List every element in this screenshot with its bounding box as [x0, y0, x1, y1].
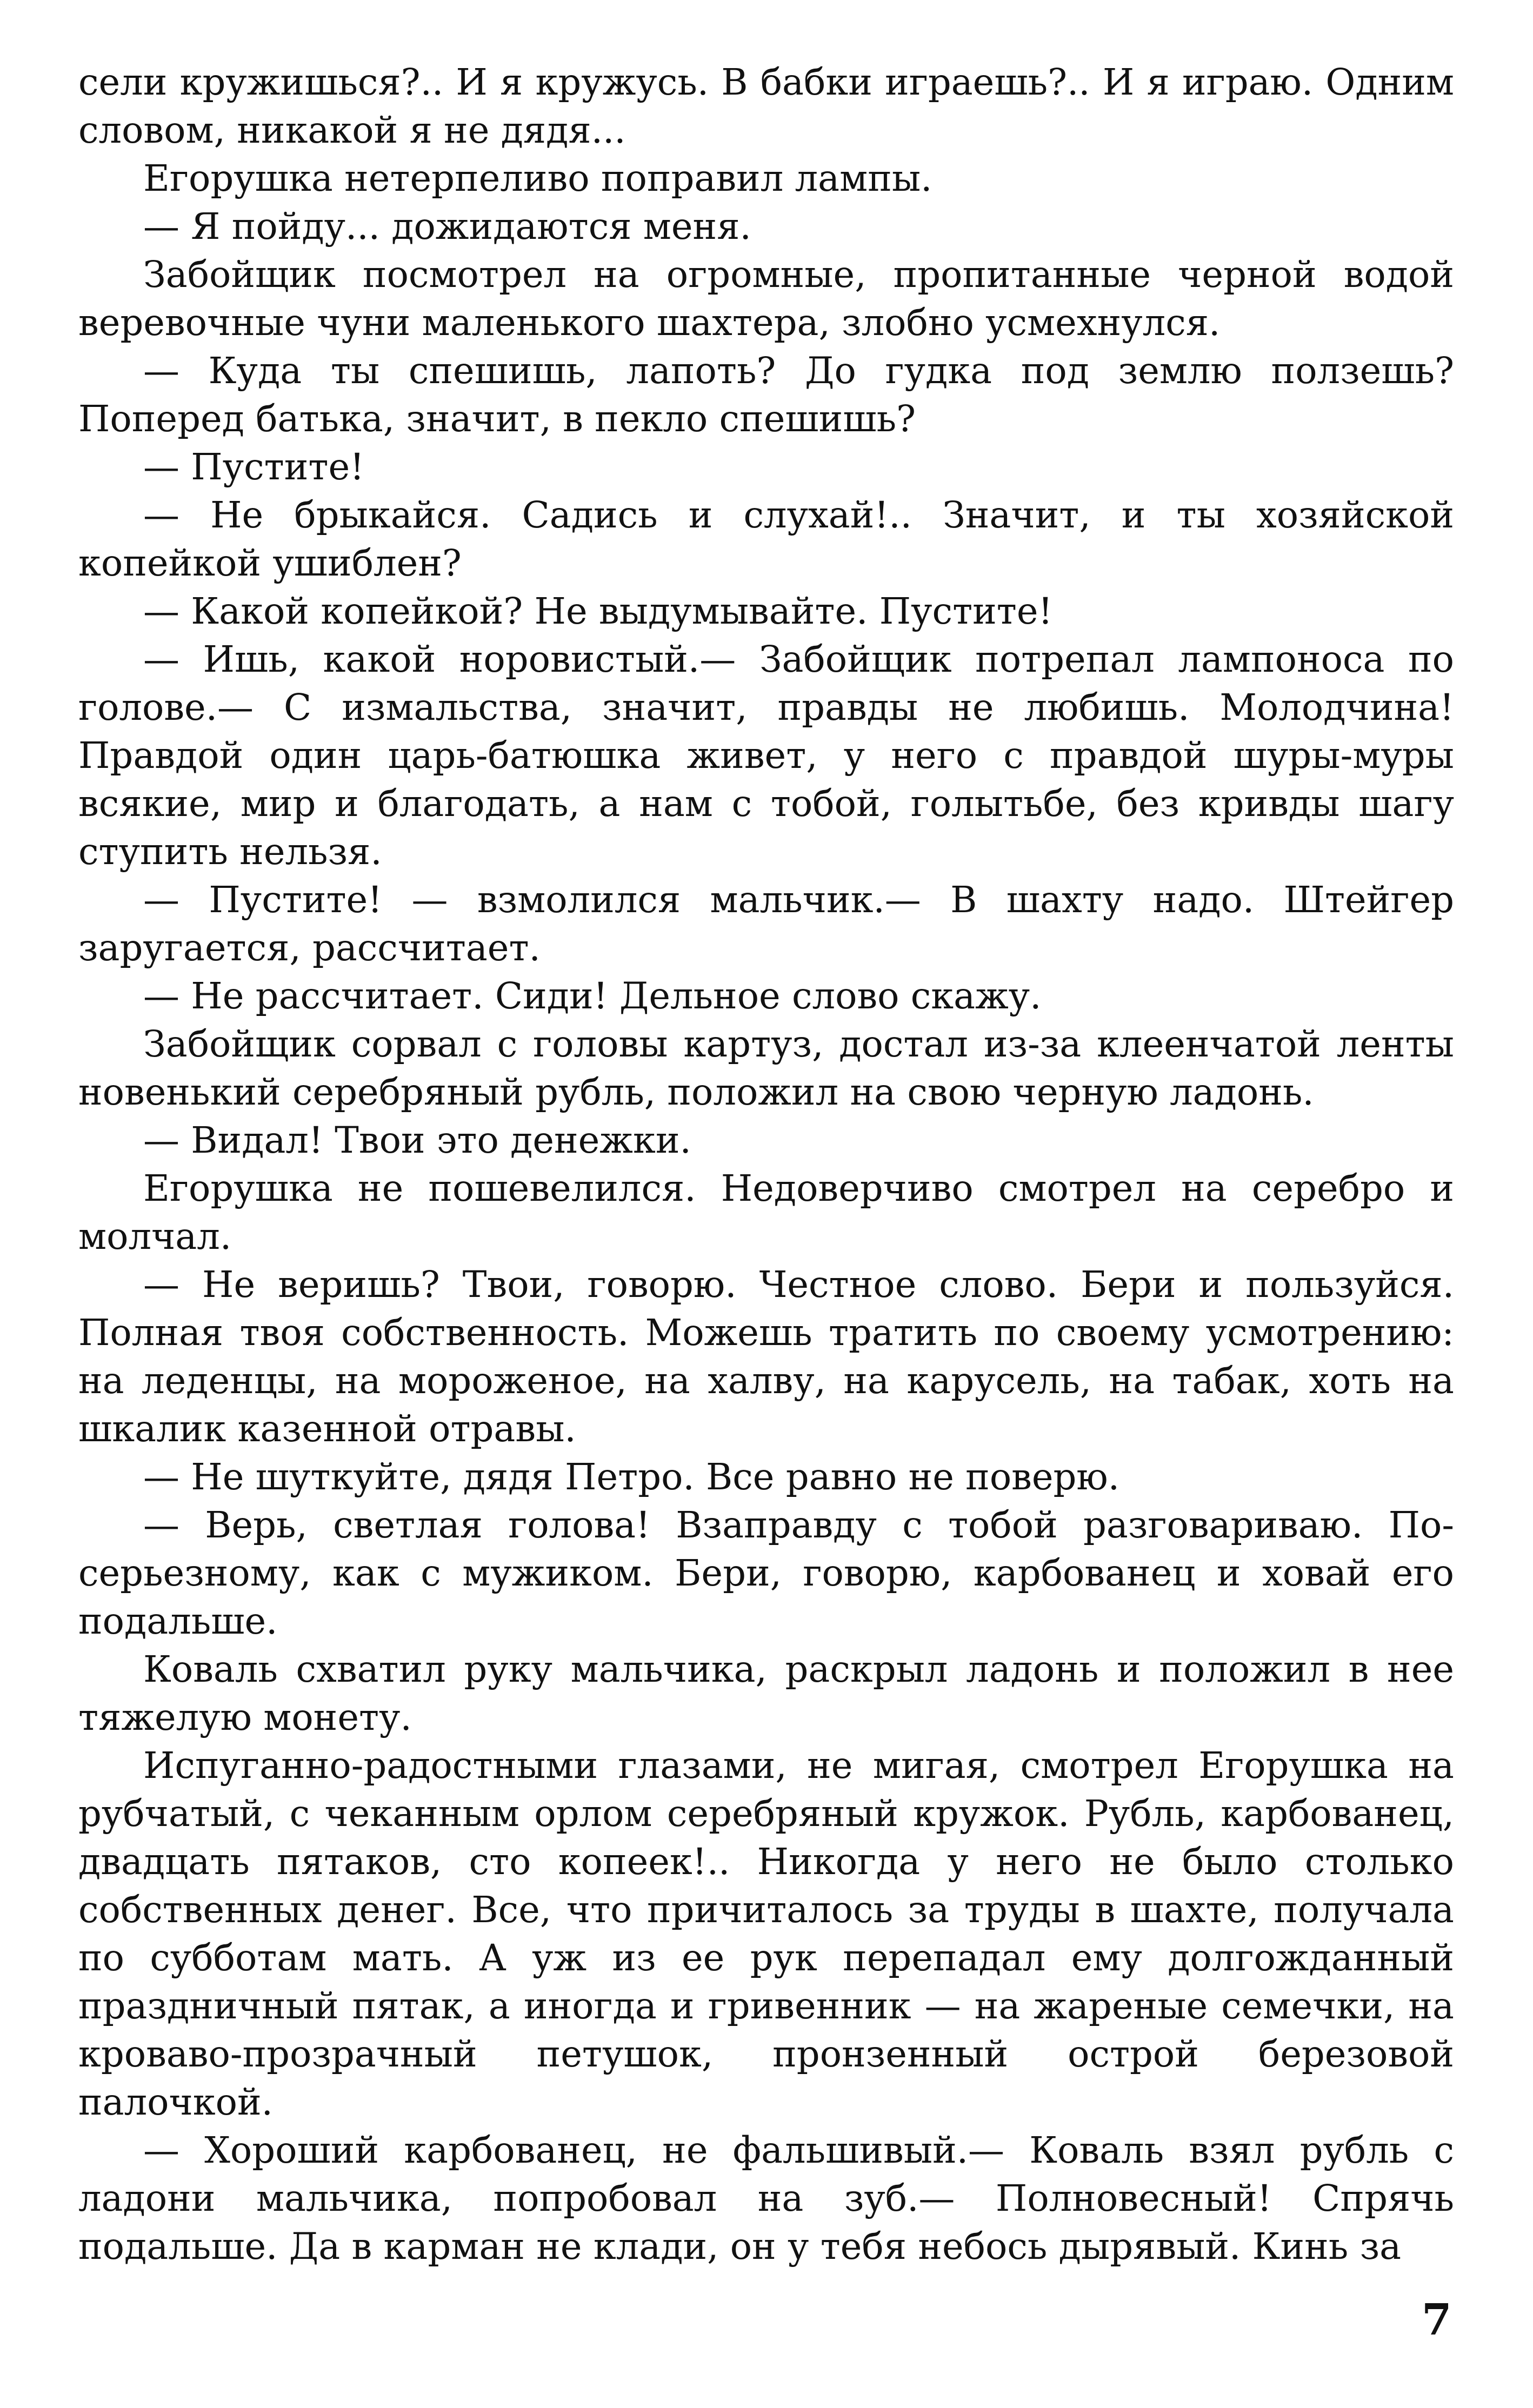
- page-number: 7: [1422, 2294, 1452, 2345]
- paragraph: — Ишь, какой норовистый.— Забойщик потрепал лампоноса по голове.— С измальства, значит, правды не любишь. Молодчина! Правдой один царь-батюшка живет, у него с правдой шуры-муры всякие, мир и благодать, а нам с тобой, голытьбе, без кривды шагу ступить нельзя.: [78, 638, 1454, 873]
- paragraph: Коваль схватил руку мальчика, раскрыл ладонь и положил в нее тяжелую монету.: [78, 1648, 1454, 1738]
- paragraph: — Верь, светлая голова! Взаправду с тобой разговариваю. По-серьезному, как с мужиком. Бери, говорю, карбованец и ховай его подальше.: [78, 1504, 1454, 1642]
- paragraph: — Не брыкайся. Садись и слухай!.. Значит, и ты хозяйской копейкой ушиблен?: [78, 494, 1454, 584]
- book-page-text: [78, 58, 1454, 2271]
- paragraph: — Видал! Твои это денежки.: [143, 1119, 691, 1161]
- paragraph: Испуганно-радостными глазами, не мигая, смотрел Егорушка на рубчатый, с чеканным орлом серебряный кружок. Рубль, карбованец, двадцать пятаков, сто копеек!.. Никогда у него не было столько собственных денег. Все, что причиталось за труды в шахте, получала по субботам мать. А уж из ее рук перепадал ему долгожданный праздничный пятак, а иногда и гривенник — на жареные семечки, на кроваво-прозрачный петушок, пронзенный острой березовой палочкой.: [78, 1744, 1454, 2123]
- paragraph: Егорушка не пошевелился. Недоверчиво смотрел на серебро и молчал.: [78, 1167, 1454, 1257]
- paragraph: — Не шуткуйте, дядя Петро. Все равно не поверю.: [143, 1456, 1120, 1498]
- paragraph: — Не веришь? Твои, говорю. Честное слово. Бери и пользуйся. Полная твоя собственность. Можешь тратить по своему усмотрению: на леденцы, на мороженое, на халву, на карусель, на табак, хоть на шкалик казенной отравы.: [78, 1263, 1454, 1450]
- paragraph: — Хороший карбованец, не фальшивый.— Коваль взял рубль с ладони мальчика, попробовал на зуб.— Полновесный! Спрячь подальше. Да в карман не клади, он у тебя небось дырявый. Кинь за: [78, 2129, 1454, 2267]
- paragraph: — Не рассчитает. Сиди! Дельное слово скажу.: [143, 975, 1042, 1017]
- paragraph: — Пустите! — взмолился мальчик.— В шахту надо. Штейгер заругается, рассчитает.: [78, 879, 1454, 969]
- paragraph: — Я пойду... дожидаются меня.: [143, 205, 751, 248]
- paragraph: — Куда ты спешишь, лапоть? До гудка под землю ползешь? Поперед батька, значит, в пекло спешишь?: [78, 350, 1454, 440]
- paragraph: Забойщик посмотрел на огромные, пропитанные черной водой веревочные чуни маленького шахтера, злобно усмехнулся.: [78, 253, 1454, 344]
- paragraph: сели кружишься?.. И я кружусь. В бабки играешь?.. И я играю. Одним словом, никакой я не дядя...: [78, 61, 1454, 151]
- paragraph: Забойщик сорвал с головы картуз, достал из-за клеенчатой ленты новенький серебряный рубль, положил на свою черную ладонь.: [78, 1023, 1454, 1113]
- paragraph: — Пустите!: [143, 446, 365, 488]
- paragraph: Егорушка нетерпеливо поправил лампы.: [143, 157, 932, 199]
- paragraph: — Какой копейкой? Не выдумывайте. Пустите!: [143, 590, 1053, 632]
